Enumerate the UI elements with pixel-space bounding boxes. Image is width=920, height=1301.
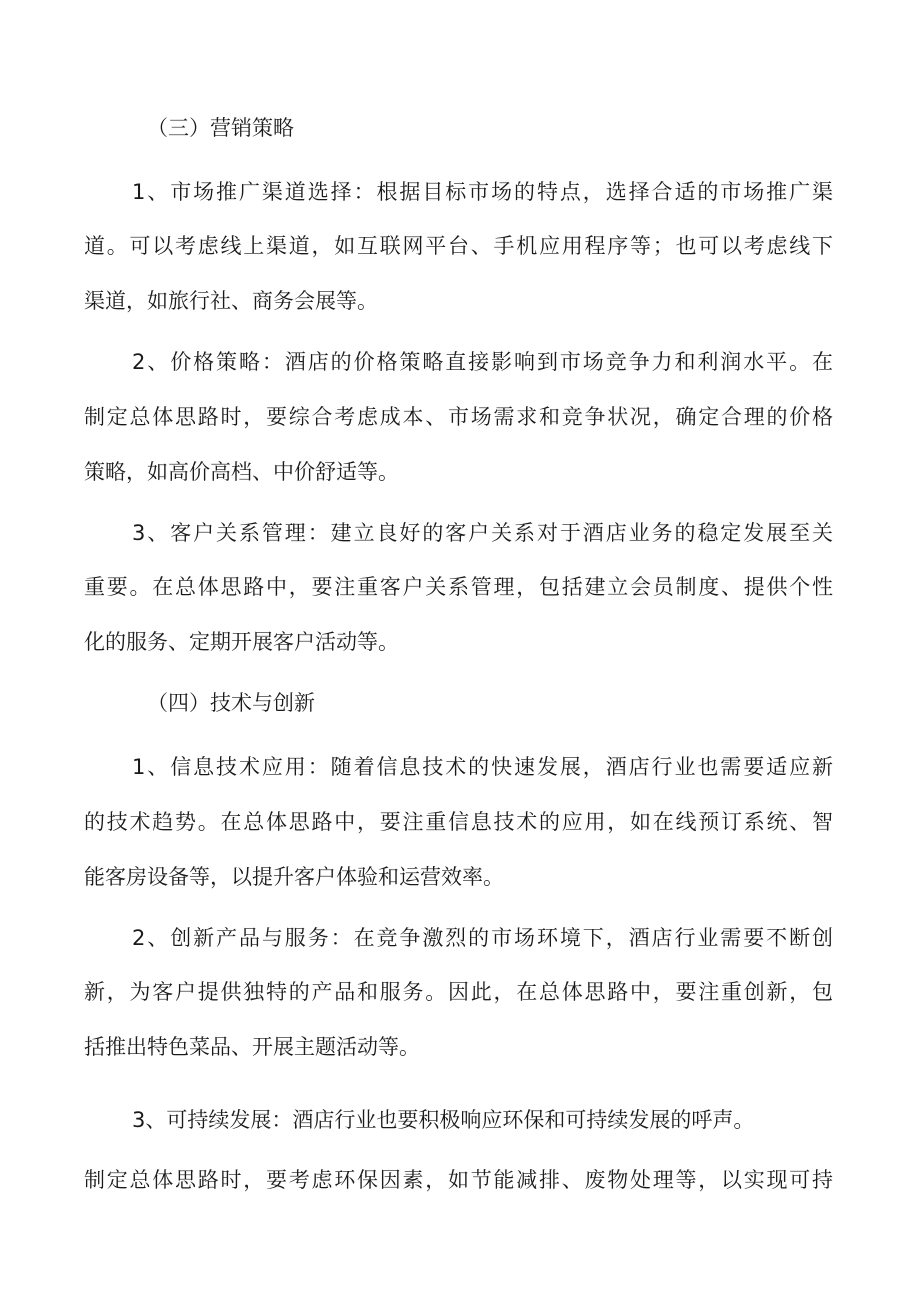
paragraph-line [132, 172, 833, 212]
paragraph-text: 道。可以考虑线上渠道，如互联网平台、手机应用程序等；也可以考虑线下 [84, 234, 833, 258]
item-number: 1、 [132, 755, 171, 779]
item-title: 创新产品与服务： [170, 926, 354, 950]
section-heading: （三）营销策略 [147, 116, 294, 140]
item-number: 1、 [132, 180, 171, 204]
paragraph-line [84, 226, 833, 266]
paragraph-text: 制定总体思路时，要综合考虑成本、市场需求和竞争状况，确定合理的价格 [84, 405, 833, 429]
paragraph-text: 根据目标市场的特点，选择合适的市场推广渠 [376, 180, 833, 204]
paragraph-line [84, 857, 504, 897]
paragraph-line [84, 622, 399, 662]
paragraph-line [84, 397, 833, 437]
item-title: 客户关系管理： [170, 521, 331, 545]
paragraph-text: 在竞争激烈的市场环境下，酒店行业需要不断创 [353, 926, 833, 950]
paragraph-text: 建立良好的客户关系对于酒店业务的稳定发展至关 [330, 521, 833, 545]
paragraph-line [84, 452, 399, 492]
paragraph-line [132, 1100, 754, 1140]
section-heading: （四）技术与创新 [147, 691, 315, 715]
paragraph-text: 括推出特色菜品、开展主题活动等。 [84, 1035, 420, 1059]
paragraph-line [84, 567, 833, 607]
paragraph-line [84, 281, 378, 321]
paragraph-text: 酒店行业也要积极响应环保和可持续发展的呼声。 [292, 1108, 755, 1132]
paragraph-text: 能客房设备等，以提升客户体验和运营效率。 [84, 865, 504, 889]
paragraph-line [132, 918, 833, 958]
item-title: 信息技术应用： [170, 755, 331, 779]
paragraph-text: 重要。在总体思路中，要注重客户关系管理，包括建立会员制度、提供个性 [84, 575, 833, 599]
item-number: 2、 [132, 926, 171, 950]
paragraph-line [84, 972, 833, 1012]
paragraph-line [132, 747, 833, 787]
paragraph-line [132, 342, 833, 382]
paragraph-line [84, 802, 833, 842]
item-number: 3、 [132, 1108, 167, 1132]
item-number: 3、 [132, 521, 171, 545]
paragraph-text: 策略，如高价高档、中价舒适等。 [84, 460, 399, 484]
paragraph-line [84, 1027, 420, 1067]
paragraph-text: 新，为客户提供独特的产品和服务。因此，在总体思路中，要注重创新，包 [84, 980, 833, 1004]
paragraph-line [84, 1160, 833, 1200]
item-title: 价格策略： [170, 350, 285, 374]
paragraph-text: 酒店的价格策略直接影响到市场竞争力和利润水平。在 [284, 350, 833, 374]
item-title: 市场推广渠道选择： [170, 180, 377, 204]
item-number: 2、 [132, 350, 171, 374]
paragraph-text: 随着信息技术的快速发展，酒店行业也需要适应新 [330, 755, 833, 779]
paragraph-text: 渠道，如旅行社、商务会展等。 [84, 289, 378, 313]
item-title: 可持续发展： [166, 1108, 293, 1132]
paragraph-text: 化的服务、定期开展客户活动等。 [84, 630, 399, 654]
paragraph-text: 的技术趋势。在总体思路中，要注重信息技术的应用，如在线预订系统、智 [84, 810, 833, 834]
paragraph-text: 制定总体思路时，要考虑环保因素，如节能减排、废物处理等，以实现可持 [84, 1168, 833, 1192]
paragraph-line [132, 513, 833, 553]
